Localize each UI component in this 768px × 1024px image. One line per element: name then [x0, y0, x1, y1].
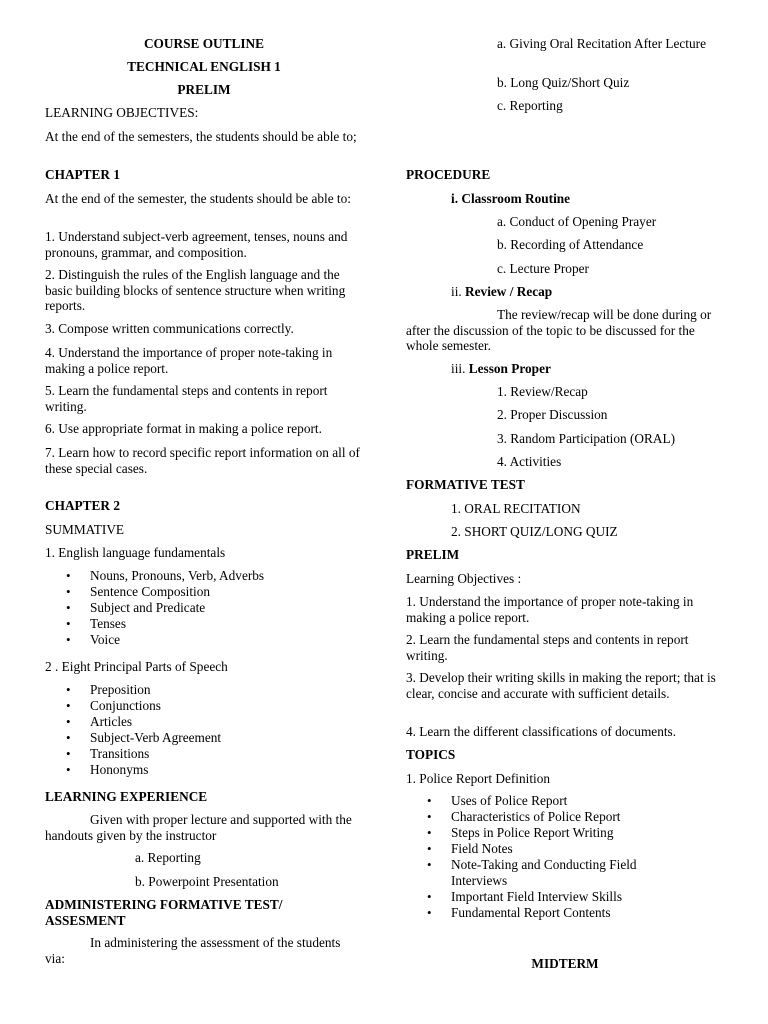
list-item: • Steps in Police Report Writing — [406, 825, 728, 841]
parts-of-speech-list — [45, 682, 363, 778]
lesson-proper-number: iii. — [451, 361, 466, 376]
prelim-objective: 1. Understand the importance of proper note-taking in making a police report. — [406, 594, 694, 625]
chapter1-item: 3. Compose written communications correctly. — [45, 321, 294, 336]
learning-experience-heading: LEARNING EXPERIENCE — [45, 789, 208, 804]
prelim-objective: 3. Develop their writing skills in making the report; that is clear, concise and accurate with sufficient details. — [406, 670, 716, 701]
assessment-b: b. Long Quiz/Short Quiz — [497, 75, 630, 90]
lesson-proper-heading — [451, 361, 728, 377]
assessment-a: a. Giving Oral Recitation After Lecture — [497, 36, 706, 51]
chapter1-item: 1. Understand subject-verb agreement, tenses, nouns and pronouns, grammar, and composition. — [45, 229, 348, 260]
subject-title: TECHNICAL ENGLISH 1 — [127, 59, 281, 74]
lesson-item: 4. Activities — [497, 454, 562, 469]
learning-experience-a: a. Reporting — [135, 850, 201, 865]
topic1-label: 1. Police Report Definition — [406, 771, 551, 786]
review-recap-heading — [451, 284, 728, 300]
list-item: • Voice — [45, 632, 363, 648]
list-item: • Nouns, Pronouns, Verb, Adverbs — [45, 568, 363, 584]
prelim-heading: PRELIM — [406, 547, 460, 562]
list-item: • Note-Taking and Conducting Field Interviews — [406, 857, 728, 889]
list-item: • Important Field Interview Skills — [406, 889, 728, 905]
formative-item: 1. ORAL RECITATION — [451, 501, 581, 516]
list-item: • Subject and Predicate — [45, 600, 363, 616]
learning-objectives-label: LEARNING OBJECTIVES: — [45, 105, 199, 120]
term-title: PRELIM — [177, 82, 231, 97]
learning-experience-b: b. Powerpoint Presentation — [135, 874, 279, 889]
chapter1-heading: CHAPTER 1 — [45, 167, 120, 182]
list-item: • Hononyms — [45, 762, 363, 778]
list-item: • Characteristics of Police Report — [406, 809, 728, 825]
list-item: • Tenses — [45, 616, 363, 632]
topic1-list — [406, 793, 728, 921]
prelim-objectives-label: Learning Objectives : — [406, 571, 522, 586]
admin-heading: ADMINISTERING FORMATIVE TEST/ ASSESMENT — [45, 897, 283, 928]
prelim-objective: 2. Learn the fundamental steps and contents in report writing. — [406, 632, 689, 663]
fundamentals-list — [45, 568, 363, 648]
learning-experience-text: Given with proper lecture and supported with the handouts given by the instructor — [45, 812, 352, 843]
chapter1-intro: At the end of the semester, the students should be able to: — [45, 191, 351, 206]
lesson-proper-label: Lesson Proper — [468, 361, 551, 376]
list-item: • Field Notes — [406, 841, 728, 857]
list-item: • Sentence Composition — [45, 584, 363, 600]
routine-item: c. Lecture Proper — [497, 261, 589, 276]
parts-of-speech-label: 2 . Eight Principal Parts of Speech — [45, 659, 228, 674]
formative-item: 2. SHORT QUIZ/LONG QUIZ — [451, 524, 618, 539]
lesson-item: 2. Proper Discussion — [497, 407, 608, 422]
prelim-objective: 4. Learn the different classifications of documents. — [406, 724, 677, 739]
list-item: • Articles — [45, 714, 363, 730]
chapter1-item: 4. Understand the importance of proper note-taking in making a police report. — [45, 345, 333, 376]
course-outline-title: COURSE OUTLINE — [143, 36, 265, 51]
topics-heading: TOPICS — [406, 747, 456, 762]
review-recap-text: The review/recap will be done during or after the discussion of the topic to be discussed for the whole semester. — [406, 307, 712, 353]
procedure-heading: PROCEDURE — [406, 167, 491, 182]
assessment-c: c. Reporting — [497, 98, 563, 113]
midterm-heading: MIDTERM — [531, 956, 599, 971]
intro-text: At the end of the semesters, the students should be able to; — [45, 129, 357, 144]
classroom-routine: i. Classroom Routine — [451, 191, 571, 206]
list-item: • Uses of Police Report — [406, 793, 728, 809]
chapter1-item: 7. Learn how to record specific report information on all of these special cases. — [45, 445, 360, 476]
admin-text: In administering the assessment of the students via: — [45, 935, 341, 966]
summative-label: SUMMATIVE — [45, 522, 125, 537]
chapter2-heading: CHAPTER 2 — [45, 498, 120, 513]
routine-item: b. Recording of Attendance — [497, 237, 644, 252]
list-item: • Preposition — [45, 682, 363, 698]
lesson-item: 1. Review/Recap — [497, 384, 588, 399]
lesson-item: 3. Random Participation (ORAL) — [497, 431, 676, 446]
formative-test-heading: FORMATIVE TEST — [406, 477, 525, 492]
list-item: • Conjunctions — [45, 698, 363, 714]
chapter1-item: 6. Use appropriate format in making a police report. — [45, 421, 322, 436]
chapter1-item: 5. Learn the fundamental steps and contents in report writing. — [45, 383, 328, 414]
review-recap-label: Review / Recap — [465, 284, 553, 299]
chapter1-item: 2. Distinguish the rules of the English language and the basic building blocks of sentence structure when writing reports. — [45, 267, 346, 313]
routine-item: a. Conduct of Opening Prayer — [497, 214, 657, 229]
list-item: • Fundamental Report Contents — [406, 905, 728, 921]
fundamentals-label: 1. English language fundamentals — [45, 545, 226, 560]
review-recap-number: ii. — [451, 284, 462, 299]
list-item: • Subject-Verb Agreement — [45, 730, 363, 746]
list-item: • Transitions — [45, 746, 363, 762]
